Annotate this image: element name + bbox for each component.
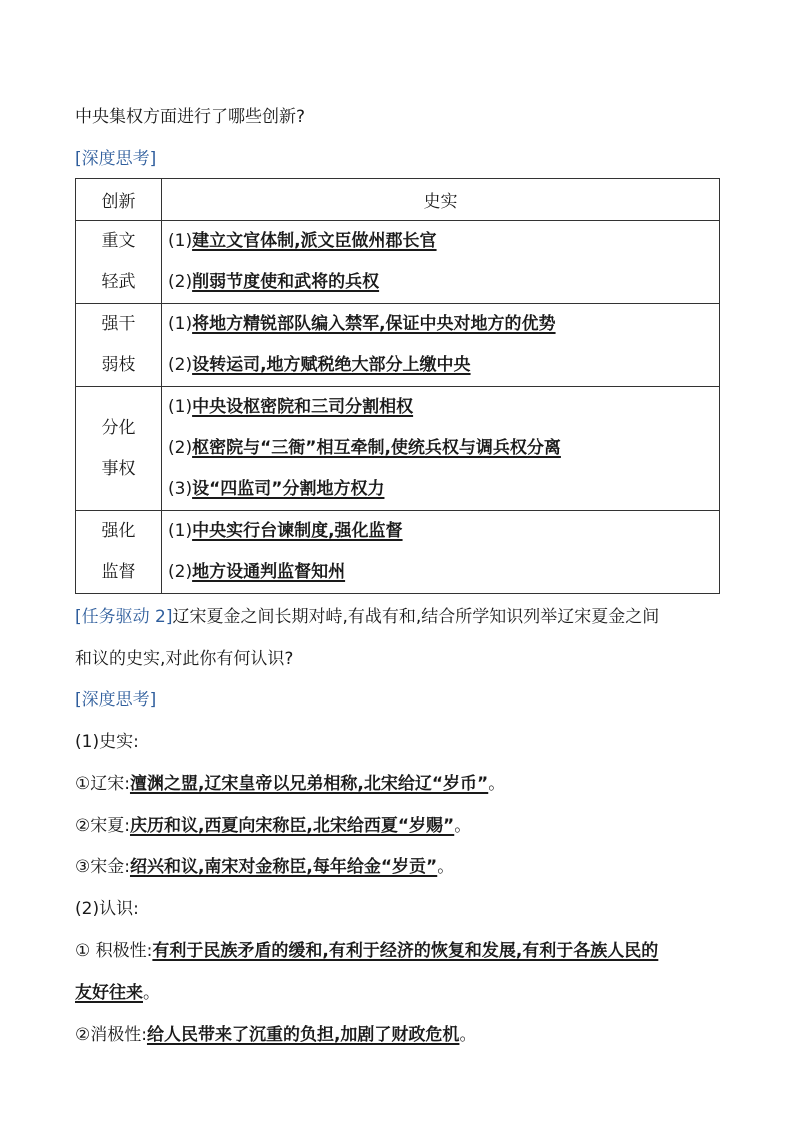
innovation-table — [75, 178, 720, 594]
category-line: 强干 — [101, 314, 136, 334]
table-header-row — [76, 179, 720, 221]
category-line: 监督 — [101, 562, 136, 582]
category-cell — [76, 304, 162, 387]
deep-thinking-label-2: [深度思考] — [75, 690, 157, 710]
item-text: 枢密院与“三衙”相互牵制,使统兵权与调兵权分离 — [192, 438, 561, 458]
positive-suffix: 。 — [143, 983, 160, 1003]
fact-item — [168, 511, 719, 552]
item-number: (2) — [168, 562, 193, 582]
item-text: 设“四监司”分割地方权力 — [192, 479, 385, 499]
fact-suffix: 。 — [454, 816, 472, 836]
facts-heading: (1)史实: — [75, 732, 139, 752]
task2-text-1: 辽宋夏金之间长期对峙,有战有和,结合所学知识列举辽宋夏金之间 — [172, 607, 660, 627]
negative-view — [75, 1024, 476, 1046]
category-line: 分化 — [101, 417, 136, 438]
fact-item — [168, 387, 719, 428]
item-number: (3) — [168, 479, 193, 499]
negative-answer: 给人民带来了沉重的负担,加剧了财政危机 — [146, 1025, 460, 1045]
item-text: 中央设枢密院和三司分割相权 — [192, 397, 414, 417]
item-text: 中央实行台谏制度,强化监督 — [192, 521, 403, 541]
item-number: (1) — [168, 314, 193, 334]
item-text: 设转运司,地方赋税绝大部分上缴中央 — [192, 355, 471, 375]
views-heading: (2)认识: — [75, 899, 139, 919]
positive-view-line-2 — [75, 982, 160, 1004]
item-number: (2) — [168, 355, 193, 375]
item-text: 将地方精锐部队编入禁军,保证中央对地方的优势 — [192, 314, 556, 334]
fact-prefix: ①辽宋: — [75, 774, 130, 794]
task2-line-2: 和议的史实,对此你有何认识? — [75, 649, 294, 669]
intro-question: 中央集权方面进行了哪些创新? — [75, 107, 306, 127]
positive-answer-2: 友好往来 — [75, 983, 143, 1003]
fact-suffix: 。 — [437, 857, 455, 877]
table-row — [76, 387, 720, 511]
table-row — [76, 304, 720, 387]
fact-item — [168, 304, 719, 345]
fact-item — [168, 221, 719, 262]
fact-item — [168, 428, 719, 469]
task2-line-1 — [75, 606, 659, 628]
facts-cell — [162, 387, 720, 511]
fact-item — [168, 469, 719, 510]
category-cell — [76, 511, 162, 594]
category-cell — [76, 387, 162, 511]
category-line: 弱枝 — [101, 355, 136, 375]
header-facts: 史实 — [162, 179, 720, 221]
fact-answer: 绍兴和议,南宋对金称臣,每年给金“岁贡” — [129, 857, 438, 877]
item-number: (1) — [168, 521, 193, 541]
item-text: 削弱节度使和武将的兵权 — [192, 272, 380, 292]
fact-song-xia — [75, 815, 471, 837]
fact-item — [168, 262, 719, 303]
negative-suffix: 。 — [459, 1025, 477, 1045]
positive-prefix: ① 积极性: — [75, 941, 153, 961]
table-row — [76, 221, 720, 304]
positive-answer-1: 有利于民族矛盾的缓和,有利于经济的恢复和发展,有利于各族人民的 — [152, 941, 659, 961]
positive-view-line-1 — [75, 940, 658, 962]
category-line: 强化 — [101, 521, 136, 541]
negative-prefix: ②消极性: — [75, 1025, 147, 1045]
facts-cell — [162, 511, 720, 594]
item-number: (1) — [168, 231, 193, 251]
facts-cell — [162, 221, 720, 304]
task2-label: [任务驱动 2] — [75, 607, 173, 627]
category-line: 重文 — [101, 231, 136, 251]
deep-thinking-label-1: [深度思考] — [75, 149, 157, 169]
facts-cell — [162, 304, 720, 387]
item-number: (1) — [168, 397, 193, 417]
fact-item — [168, 552, 719, 593]
fact-answer: 庆历和议,西夏向宋称臣,北宋给西夏“岁赐” — [129, 816, 455, 836]
category-line: 事权 — [101, 458, 136, 479]
fact-suffix: 。 — [488, 774, 506, 794]
fact-answer: 澶渊之盟,辽宋皇帝以兄弟相称,北宋给辽“岁币” — [129, 774, 489, 794]
item-number: (2) — [168, 438, 193, 458]
category-line: 轻武 — [101, 272, 136, 292]
item-text: 地方设通判监督知州 — [192, 562, 346, 582]
category-cell — [76, 221, 162, 304]
item-text: 建立文官体制,派文臣做州郡长官 — [192, 231, 437, 251]
fact-item — [168, 345, 719, 386]
fact-song-jin — [75, 856, 454, 878]
table-row — [76, 511, 720, 594]
fact-prefix: ②宋夏: — [75, 816, 130, 836]
fact-liao-song — [75, 773, 505, 795]
item-number: (2) — [168, 272, 193, 292]
header-innovation: 创新 — [76, 179, 162, 221]
fact-prefix: ③宋金: — [75, 857, 130, 877]
